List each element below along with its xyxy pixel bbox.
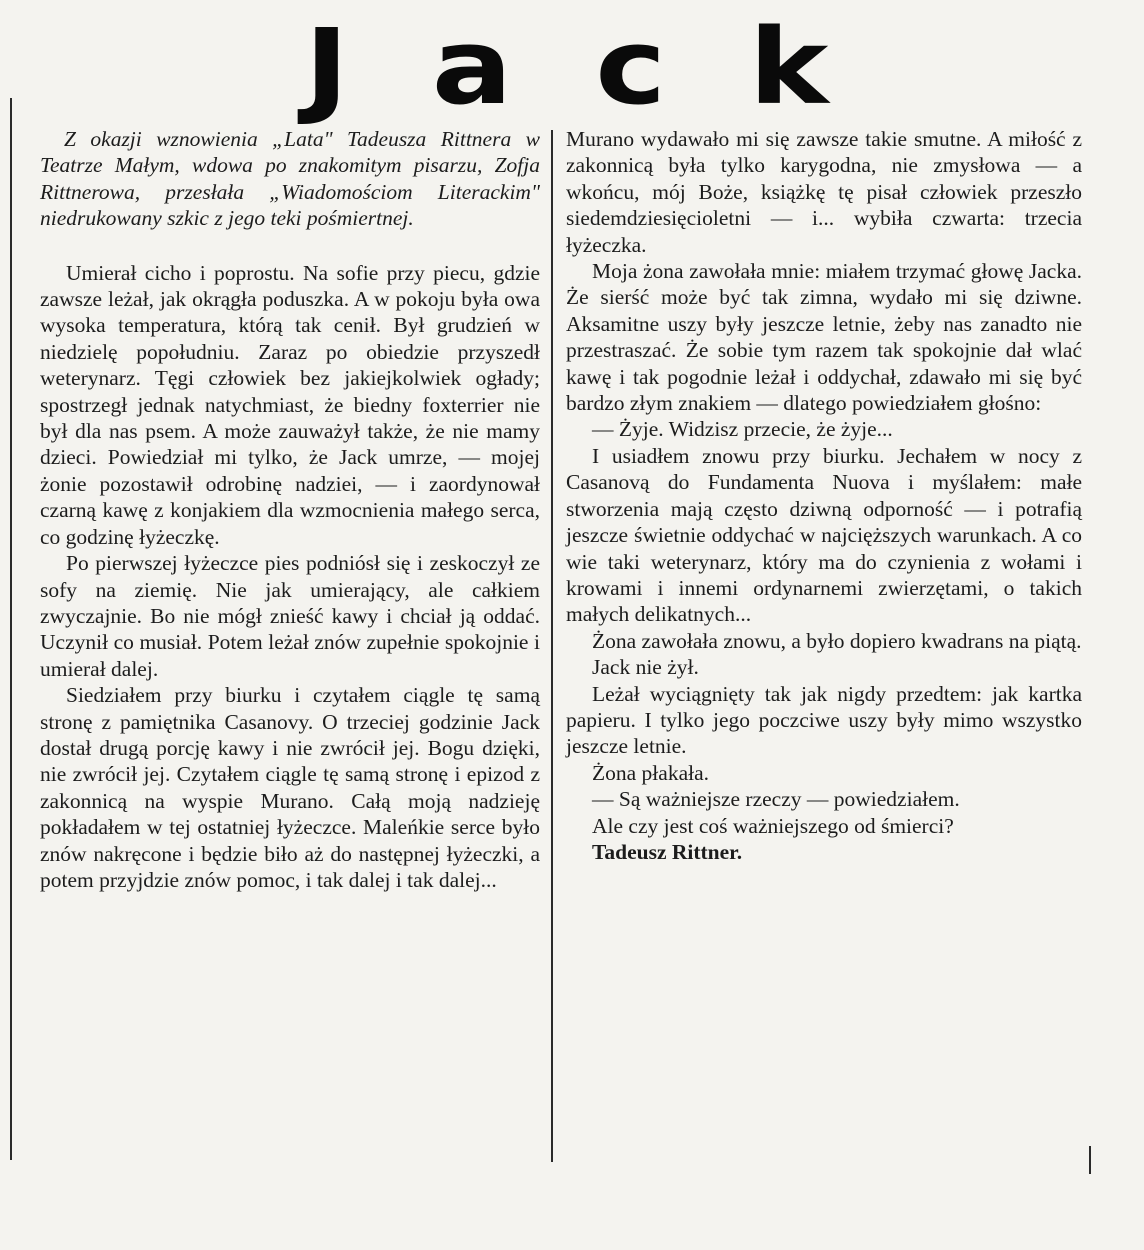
paragraph: Umierał cicho i poprostu. Na sofie przy piecu, gdzie zawsze leżał, jak okrągła poduszka. A w pokoju była owa wysoka temperatura, którą tak cenił. Był grudzień w niedzielę popołudniu. Zaraz po obiedzie przyszedł weterynarz. Tęgi człowiek bez jakiejkolwiek ogłady; spostrzegł jednak natychmiast, że biedny foxterrier nie był dla nas psem. A może zauważył także, że nie mamy dzieci. Powiedział mi tylko, że Jack umrze, — mojej żonie pozostawił odrobinę nadziei, — i zaordynował czarną kawę z konjakiem dla wzmocnienia małego serca, co godzinę łyżeczkę. <box>40 260 540 549</box>
article-title-area <box>0 6 1144 128</box>
left-column-rule <box>10 98 12 1160</box>
signature-rule <box>1089 1146 1091 1174</box>
editorial-intro <box>40 126 540 232</box>
paragraph: Ale czy jest coś ważniejszego od śmierci? <box>592 813 954 838</box>
left-column <box>40 126 540 893</box>
paragraph: I usiadłem znowu przy biurku. Jechałem w nocy z Casanovą do Fundamenta Nuova i myślałem: małe stworzenia mają często dziwną odporność — i potrafią jeszcze świetnie oddychać w najcięższych warunkach. A co wie taki weterynarz, który ma do czynienia z wołami i krowami i innemi ordynarnemi zwierzętami, o takich małych delikatnych... <box>566 443 1082 627</box>
center-column-rule <box>551 130 553 1162</box>
paragraph: Po pierwszej łyżeczce pies podniósł się i zeskoczył ze sofy na ziemię. Nie jak umierający, ale całkiem zwyczajnie. Bo nie mógł znieść kawy i chciał ją oddać. Uczynił co musiał. Potem leżał znów zupełnie spokojnie i umierał dalej. <box>40 551 540 681</box>
paragraph: Żona zawołała znowu, a było dopiero kwadrans na piątą. <box>592 628 1082 653</box>
paragraph: Leżał wyciągnięty tak jak nigdy przedtem: jak kartka papieru. I tylko jego poczciwe uszy były mimo wszystko jeszcze letnie. <box>566 681 1082 759</box>
right-column <box>566 126 1082 865</box>
paragraph: — Żyje. Widzisz przecie, że żyje... <box>592 417 893 442</box>
author-signature: Tadeusz Rittner. <box>592 839 743 864</box>
paragraph: Jack nie żył. <box>592 655 699 680</box>
article-title: Jack <box>304 6 912 128</box>
paragraph: Murano wydawało mi się zawsze takie smutne. A miłość z zakonnicą była tylko karygodna, nie zmysłowa — a wkońcu, mój Boże, książkę tę pisał człowiek przeszło siedemdziesięcioletni — i... wybiła czwarta: trzecia łyżeczka. <box>566 127 1082 257</box>
intro-paragraph: Z okazji wznowienia „Lata" Tadeusza Rittnera w Teatrze Małym, wdowa po znakomitym pisarzu, Zofja Rittnerowa, przesłała „Wiadomościom Literackim" niedrukowany szkic z jego teki pośmiertnej. <box>40 127 540 231</box>
paragraph: Żona płakała. <box>592 760 710 785</box>
paragraph: Siedziałem przy biurku i czytałem ciągle tę samą stronę z pamiętnika Casanovy. O trzeciej godzinie Jack dostał drugą porcję kawy i nie zwrócił jej. Bogu dzięki, nie zwrócił jej. Czytałem ciągle tę samą stronę i epizod z zakonnicą na wyspie Murano. Całą moją nadzieję pokładałem w tej ostatniej łyżeczce. Maleńkie serce było znów nakręcone i będzie biło aż do następnej łyżeczki, a potem przyjdzie znów pomoc, i tak dalej i tak dalej... <box>40 683 540 892</box>
paragraph: Moja żona zawołała mnie: miałem trzymać głowę Jacka. Że sierść może być tak zimna, wydało mi się dziwne. Aksamitne uszy były jeszcze letnie, żeby nas zanadto nie przestraszać. Że sobie tym razem tak spokojnie dał wlać kawę i tak pogodnie leżał i oddychał, zdawało mi się być bardzo złym znakiem — dlatego powiedziałem głośno: <box>566 259 1082 416</box>
paragraph: — Są ważniejsze rzeczy — powiedziałem. <box>592 787 960 812</box>
